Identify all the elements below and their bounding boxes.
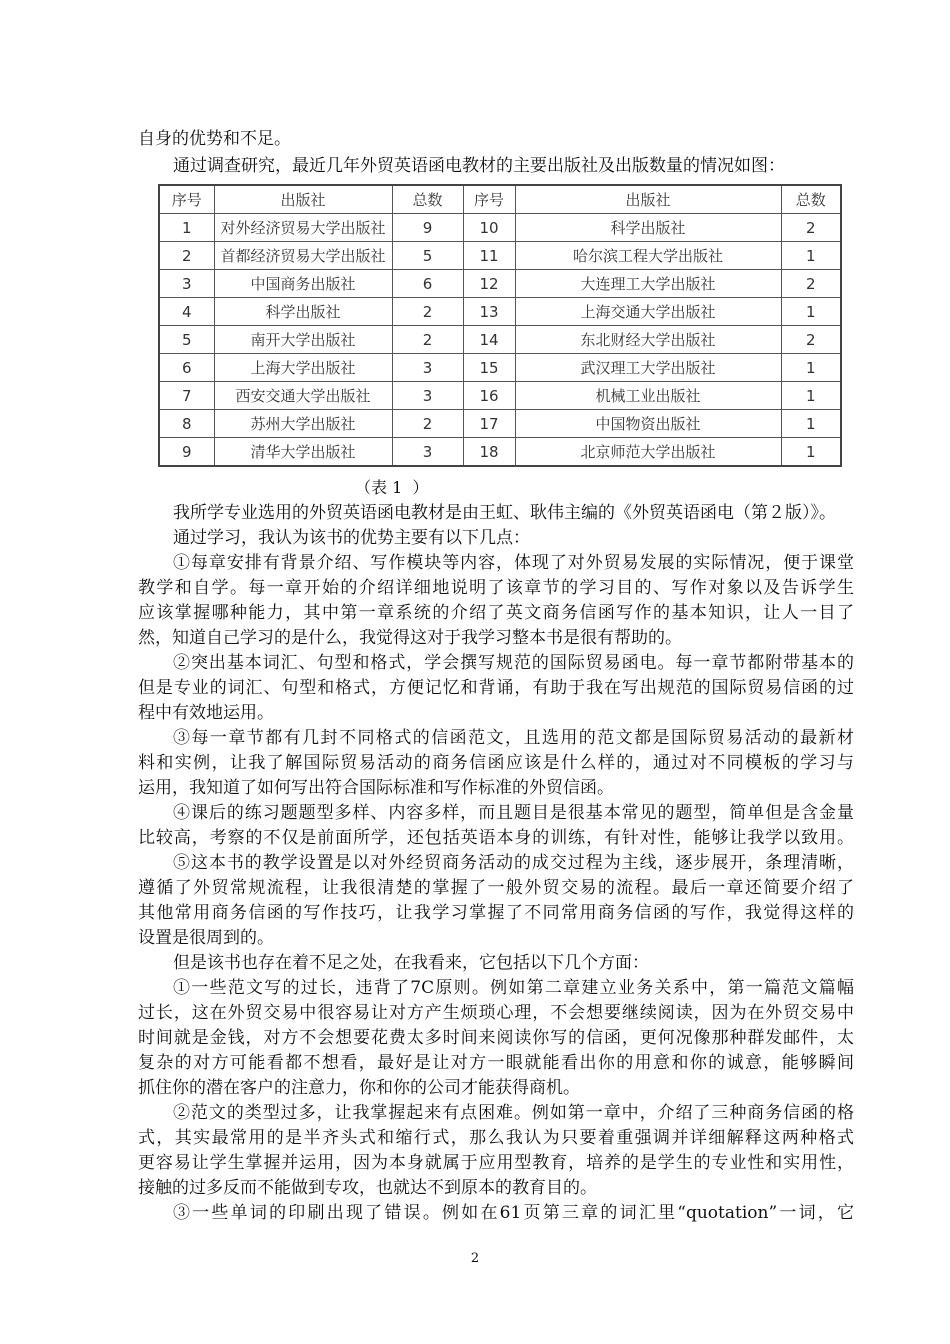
table-cell: 北京师范大学出版社 bbox=[515, 438, 781, 467]
paragraph-line: ①每章安排有背景介绍、写作模块等内容，体现了对外贸易发展的实际情况，便于课堂 bbox=[173, 553, 854, 573]
paragraph-line: 更容易让学生掌握并运用，因为本身就属于应用型教育，培养的是学生的专业性和实用性， bbox=[138, 1153, 854, 1173]
paragraph-line: 时间就是金钱，对方不会想要花费太多时间来阅读你写的信函，更何况像那种群发邮件，太 bbox=[138, 1028, 854, 1048]
table-cell: 13 bbox=[463, 298, 515, 326]
paragraph-line: 料和实例，让我了解国际贸易活动的商务信函应该是什么样的，通过对不同模板的学习与 bbox=[138, 753, 854, 773]
table-cell: 5 bbox=[159, 326, 214, 354]
table-cell: 1 bbox=[781, 410, 841, 438]
paragraph-line: ③每一章节都有几封不同格式的信函范文，且选用的范文都是国际贸易活动的最新材 bbox=[173, 728, 854, 748]
table-cell: 首都经济贸易大学出版社 bbox=[214, 242, 392, 270]
table-cell: 1 bbox=[159, 214, 214, 242]
table-cell: 15 bbox=[463, 354, 515, 382]
table-cell: 1 bbox=[781, 354, 841, 382]
table-cell: 2 bbox=[781, 214, 841, 242]
table-cell: 苏州大学出版社 bbox=[214, 410, 392, 438]
table-cell: 科学出版社 bbox=[214, 298, 392, 326]
table-cell: 上海大学出版社 bbox=[214, 354, 392, 382]
header-cell: 序号 bbox=[463, 185, 515, 214]
header-cell: 总数 bbox=[392, 185, 463, 214]
publisher-table bbox=[158, 184, 842, 467]
paragraph-line: 应该掌握哪种能力，其中第一章系统的介绍了英文商务信函写作的基本知识，让人一目了 bbox=[138, 603, 854, 623]
table-row bbox=[159, 326, 841, 354]
paragraph-line: 自身的优势和不足。 bbox=[138, 129, 291, 149]
paragraph-line: 抓住你的潜在客户的注意力，你和你的公司才能获得商机。 bbox=[138, 1078, 580, 1098]
table-cell: 2 bbox=[392, 298, 463, 326]
table-cell: 16 bbox=[463, 382, 515, 410]
table-cell: 14 bbox=[463, 326, 515, 354]
paragraph-line: 式，其实最常用的是半齐头式和缩行式，那么我认为只要着重强调并详细解释这两种格式 bbox=[138, 1128, 854, 1148]
table-cell: 东北财经大学出版社 bbox=[515, 326, 781, 354]
table-cell: 对外经济贸易大学出版社 bbox=[214, 214, 392, 242]
table-row bbox=[159, 242, 841, 270]
table-cell: 2 bbox=[392, 326, 463, 354]
table-cell: 1 bbox=[781, 382, 841, 410]
paragraph-line: 通过调查研究，最近几年外贸英语函电教材的主要出版社及出版数量的情况如图： bbox=[173, 156, 785, 176]
paragraph-line: 比较高，考察的不仅是前面所学，还包括英语本身的训练，有针对性，能够让我学以致用。 bbox=[138, 828, 854, 848]
page-number: 2 bbox=[470, 1251, 480, 1266]
table-cell: 17 bbox=[463, 410, 515, 438]
table-cell: 7 bbox=[159, 382, 214, 410]
paragraph-line: 运用，我知道了如何写出符合国际标准和写作标准的外贸信函。 bbox=[138, 778, 614, 798]
table-cell: 2 bbox=[781, 326, 841, 354]
table-row bbox=[159, 382, 841, 410]
table-header-row bbox=[159, 185, 841, 214]
table-row bbox=[159, 410, 841, 438]
table-cell: 上海交通大学出版社 bbox=[515, 298, 781, 326]
table-cell: 18 bbox=[463, 438, 515, 467]
paragraph-line: ④课后的练习题题型多样、内容多样，而且题目是很基本常见的题型，简单但是含金量 bbox=[173, 803, 854, 823]
paragraph-line: 设置是很周到的。 bbox=[138, 928, 274, 948]
table-cell: 西安交通大学出版社 bbox=[214, 382, 392, 410]
paragraph-line: 我所学专业选用的外贸英语函电教材是由王虹、耿伟主编的《外贸英语函电（第２版）》。 bbox=[173, 503, 836, 523]
paragraph-line: ②范文的类型过多，让我掌握起来有点困难。例如第一章中，介绍了三种商务信函的格 bbox=[173, 1103, 854, 1123]
paragraph-line: ①一些范文写的过长，违背了7C原则。例如第二章建立业务关系中，第一篇范文篇幅 bbox=[173, 978, 854, 998]
table-cell: 哈尔滨工程大学出版社 bbox=[515, 242, 781, 270]
table-cell: 5 bbox=[392, 242, 463, 270]
table-cell: 6 bbox=[159, 354, 214, 382]
table-cell: 3 bbox=[392, 354, 463, 382]
paragraph-line: 教学和自学。每一章开始的介绍详细地说明了该章节的学习目的、写作对象以及告诉学生 bbox=[138, 578, 854, 598]
header-cell: 出版社 bbox=[214, 185, 392, 214]
table-cell: 中国物资出版社 bbox=[515, 410, 781, 438]
table-cell: 1 bbox=[781, 298, 841, 326]
paragraph-line: ②突出基本词汇、句型和格式，学会撰写规范的国际贸易函电。每一章节都附带基本的 bbox=[173, 653, 854, 673]
header-cell: 总数 bbox=[781, 185, 841, 214]
table-row bbox=[159, 214, 841, 242]
paragraph-line: 程中有效地运用。 bbox=[138, 703, 274, 723]
table-cell: 8 bbox=[159, 410, 214, 438]
paragraph-line: 然，知道自己学习的是什么，我觉得这对于我学习整本书是很有帮助的。 bbox=[138, 628, 682, 648]
table-cell: 武汉理工大学出版社 bbox=[515, 354, 781, 382]
table-cell: 9 bbox=[392, 214, 463, 242]
table-row bbox=[159, 354, 841, 382]
table-cell: 9 bbox=[159, 438, 214, 467]
table-row bbox=[159, 298, 841, 326]
paragraph-line: ⑤这本书的教学设置是以对外经贸商务活动的成交过程为主线，逐步展开，条理清晰， bbox=[173, 853, 854, 873]
table-cell: 1 bbox=[781, 242, 841, 270]
table-cell: 2 bbox=[781, 270, 841, 298]
table-caption: （表 1 ） bbox=[355, 478, 429, 497]
table-cell: 2 bbox=[159, 242, 214, 270]
table-cell: 中国商务出版社 bbox=[214, 270, 392, 298]
paragraph-line: 遵循了外贸常规流程，让我很清楚的掌握了一般外贸交易的流程。最后一章还简要介绍了 bbox=[138, 878, 854, 898]
table-cell: 南开大学出版社 bbox=[214, 326, 392, 354]
table-cell: 科学出版社 bbox=[515, 214, 781, 242]
table-cell: 2 bbox=[392, 410, 463, 438]
paragraph-line: 接触的过多反而不能做到专攻，也就达不到原本的教育目的。 bbox=[138, 1178, 597, 1198]
table-cell: 1 bbox=[781, 438, 841, 467]
paragraph-line: 其他常用商务信函的写作技巧，让我学习掌握了不同常用商务信函的写作，我觉得这样的 bbox=[138, 903, 854, 923]
paragraph-line: 但是该书也存在着不足之处，在我看来，它包括以下几个方面： bbox=[173, 953, 649, 973]
table-cell: 6 bbox=[392, 270, 463, 298]
table-cell: 12 bbox=[463, 270, 515, 298]
table-cell: 机械工业出版社 bbox=[515, 382, 781, 410]
table-cell: 大连理工大学出版社 bbox=[515, 270, 781, 298]
paragraph-line: 通过学习，我认为该书的优势主要有以下几点： bbox=[173, 528, 530, 548]
table-cell: 3 bbox=[159, 270, 214, 298]
table-cell: 11 bbox=[463, 242, 515, 270]
header-cell: 序号 bbox=[159, 185, 214, 214]
table-cell: 3 bbox=[392, 438, 463, 467]
table-row bbox=[159, 438, 841, 467]
paragraph-line: 复杂的对方可能看都不想看，最好是让对方一眼就能看出你的用意和你的诚意，能够瞬间 bbox=[138, 1053, 854, 1073]
table-cell: 4 bbox=[159, 298, 214, 326]
paragraph-line: 但是专业的词汇、句型和格式，方便记忆和背诵，有助于我在写出规范的国际贸易信函的过 bbox=[138, 678, 854, 698]
table-row bbox=[159, 270, 841, 298]
paragraph-line: ③一些单词的印刷出现了错误。例如在61页第三章的词汇里“quotation”一词，它 bbox=[173, 1203, 854, 1223]
header-cell: 出版社 bbox=[515, 185, 781, 214]
paragraph-line: 过长，这在外贸交易中很容易让对方产生烦琐心理，不会想要继续阅读，因为在外贸交易中 bbox=[138, 1003, 854, 1023]
table-cell: 清华大学出版社 bbox=[214, 438, 392, 467]
table-cell: 3 bbox=[392, 382, 463, 410]
table-cell: 10 bbox=[463, 214, 515, 242]
